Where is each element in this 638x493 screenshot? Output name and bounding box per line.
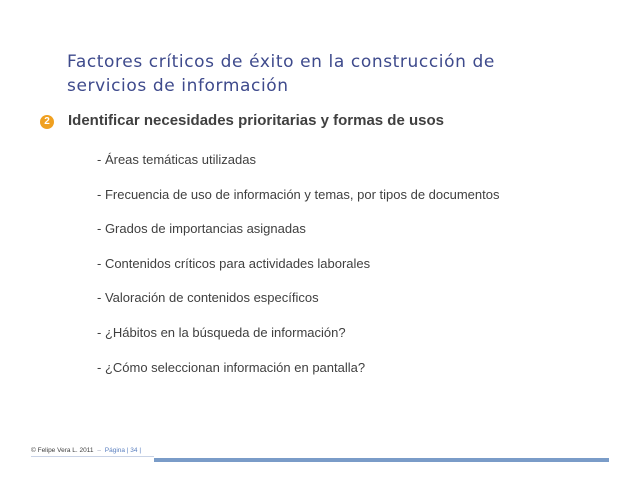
footer <box>31 447 141 454</box>
bullet-list <box>97 151 500 393</box>
slide-title-line-2: servicios de información <box>67 76 289 96</box>
list-item: - Contenidos críticos para actividades laborales <box>97 255 371 271</box>
footer-separator: – <box>97 447 101 454</box>
list-item: - Áreas temáticas utilizadas <box>97 152 256 167</box>
footer-credit: © Felipe Vera L. 2011 <box>31 447 94 454</box>
slide-title-line-1: Factores críticos de éxito en la construcción de <box>67 52 495 72</box>
step-number-badge: 2 <box>40 115 54 129</box>
list-item: - Valoración de contenidos específicos <box>97 290 319 306</box>
slide-title <box>67 50 587 98</box>
footer-bar <box>154 458 609 462</box>
list-item: - ¿Hábitos en la búsqueda de información? <box>97 324 346 340</box>
footer-page-number: Página | 34 | <box>104 447 142 454</box>
list-item: - Frecuencia de uso de información y temas, por tipos de documentos <box>97 186 500 202</box>
footer-divider <box>31 456 154 457</box>
slide-subtitle: Identificar necesidades prioritarias y formas de usos <box>68 112 444 129</box>
list-item: - ¿Cómo seleccionan información en pantalla? <box>97 359 366 375</box>
list-item: - Grados de importancias asignadas <box>97 221 306 237</box>
